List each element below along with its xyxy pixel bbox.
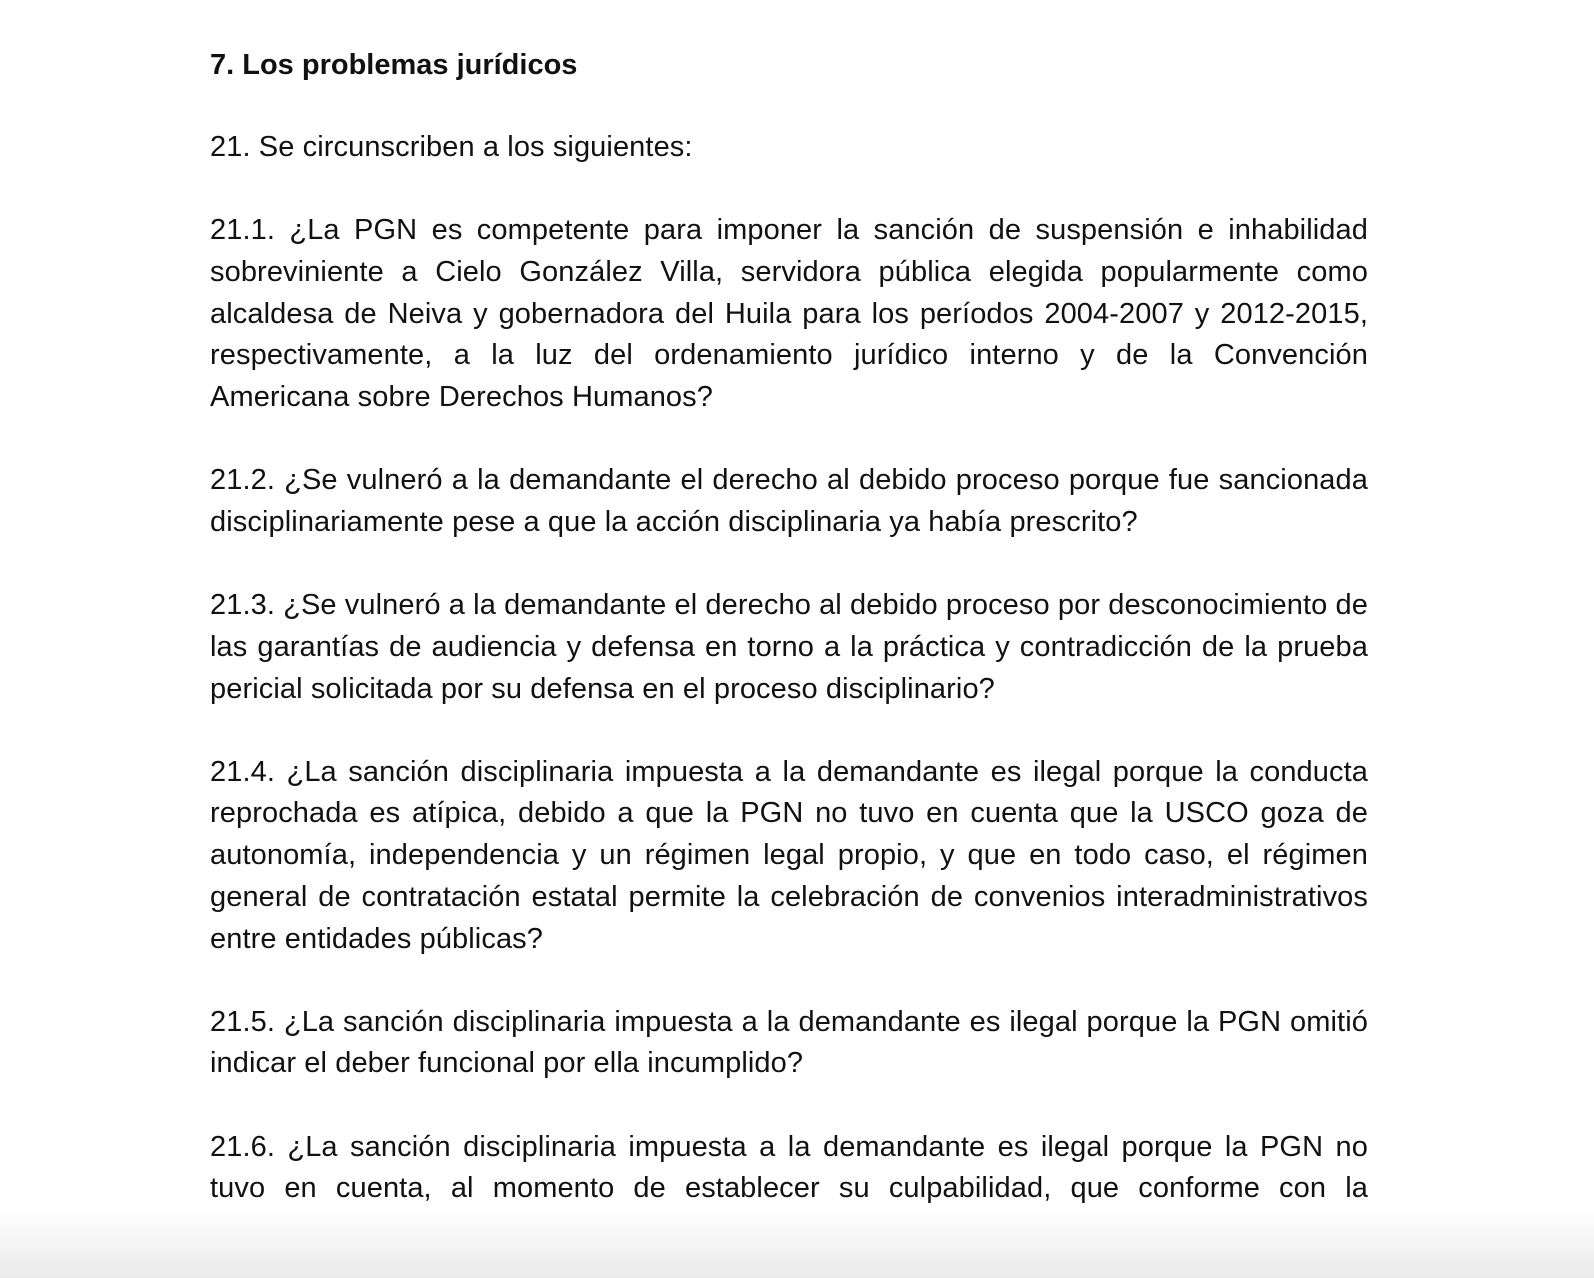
legal-question-21-4: 21.4. ¿La sanción disciplinaria impuesta a la demandante es ilegal porque la conducta reprochada es atípica, debido a que la PGN no tuvo en cuenta que la USCO goza de autonomía, independencia y un régimen legal propio, y que en todo caso, el régimen general de contratación estatal permite la celebración de convenios interadministrativos entre entidades públicas? <box>210 755 1368 955</box>
legal-question-21-3: 21.3. ¿Se vulneró a la demandante el derecho al debido proceso por desconocimiento de las garantías de audiencia y defensa en torno a la práctica y contradicción de la prueba pericial solicitada por su defensa en el proceso disciplinario? <box>210 589 1368 705</box>
intro-paragraph: 21. Se circunscriben a los siguientes: <box>210 131 693 163</box>
legal-question-21-2: 21.2. ¿Se vulneró a la demandante el derecho al debido proceso porque fue sancionada disciplinariamente pese a que la acción disciplinaria ya había prescrito? <box>210 464 1368 538</box>
document-page <box>210 44 1368 1252</box>
legal-question-21-5: 21.5. ¿La sanción disciplinaria impuesta a la demandante es ilegal porque la PGN omitió indicar el deber funcional por ella incumplido? <box>210 1005 1368 1080</box>
section-heading: 7. Los problemas jurídicos <box>210 49 578 81</box>
legal-question-21-6: 21.6. ¿La sanción disciplinaria impuesta a la demandante es ilegal porque la PGN no tuvo en cuenta, al momento de establecer su culpabilidad, que conforme con la <box>210 1130 1368 1205</box>
legal-question-21-1: 21.1. ¿La PGN es competente para imponer la sanción de suspensión e inhabilidad sobreviniente a Cielo González Villa, servidora pública elegida popularmente como alcaldesa de Neiva y gobernadora del Huila para los períodos 2004-2007 y 2012-2015, respectivamente, a la luz del ordenamiento jurídico interno y de la Convención Americana sobre Derechos Humanos? <box>210 214 1368 414</box>
